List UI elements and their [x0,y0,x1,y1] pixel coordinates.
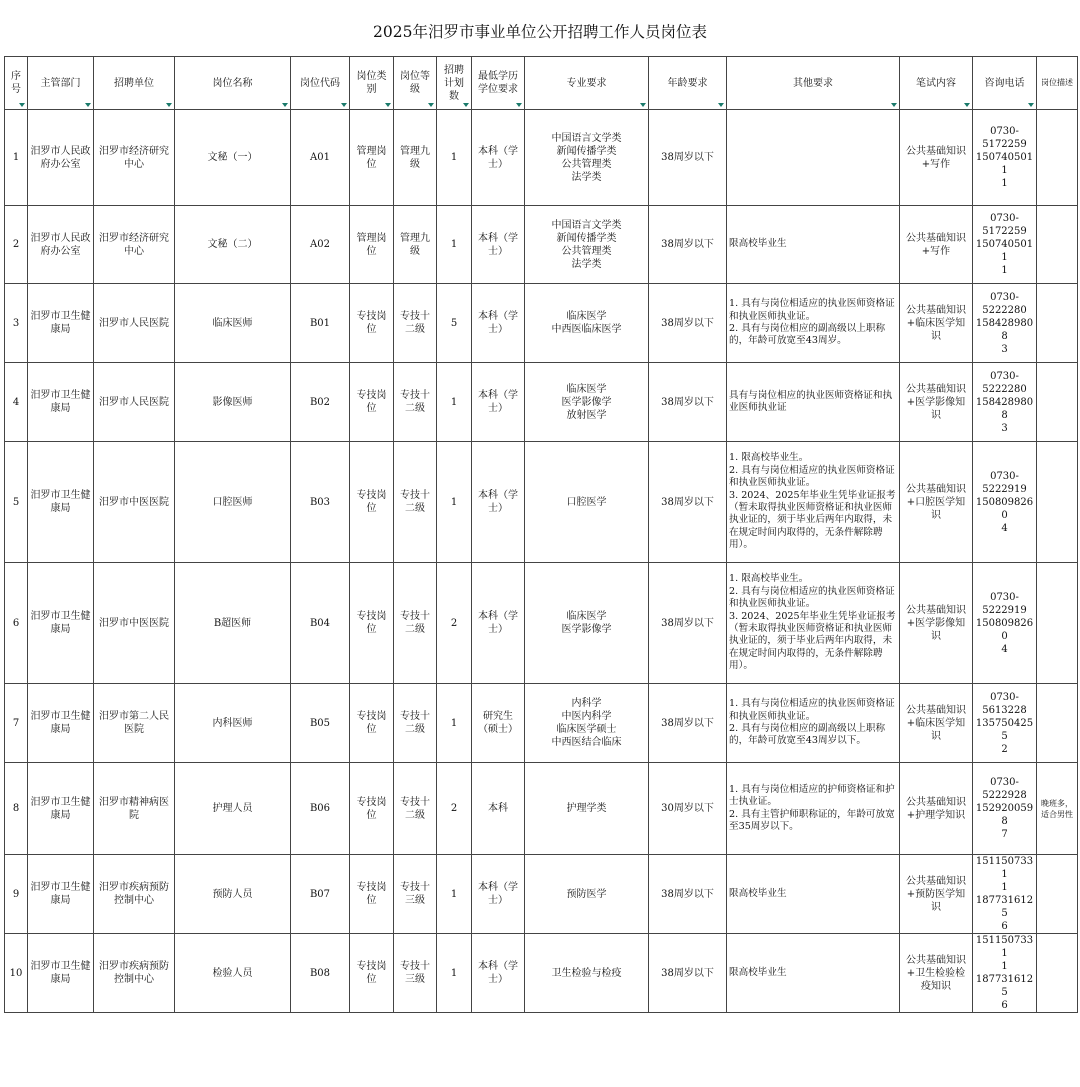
cell-no: 8 [5,763,28,855]
cell-no: 4 [5,363,28,442]
cell-grade: 专技十二级 [394,684,437,763]
cell-post: 检验人员 [175,934,291,1013]
cell-unit: 汨罗市经济研究中心 [94,206,175,284]
header-label: 招聘计划数 [444,64,464,102]
cell-desc [1037,110,1078,206]
cell-grade: 专技十二级 [394,284,437,363]
cell-edu: 本科（学士） [472,855,525,934]
table-row [5,563,1078,684]
header-label: 招聘单位 [114,77,154,89]
cell-code: B06 [291,763,350,855]
col-header-dept[interactable] [28,57,94,110]
cell-exam: 公共基础知识+预防医学知识 [900,855,973,934]
filter-dropdown-icon[interactable] [385,103,391,107]
cell-category: 专技岗位 [350,284,394,363]
cell-unit: 汨罗市中医医院 [94,563,175,684]
filter-dropdown-icon[interactable] [516,103,522,107]
cell-age: 38周岁以下 [649,206,727,284]
cell-exam: 公共基础知识+护理学知识 [900,763,973,855]
cell-major: 临床医学 中西医临床医学 [525,284,649,363]
filter-dropdown-icon[interactable] [640,103,646,107]
cell-age: 38周岁以下 [649,442,727,563]
header-label: 岗位类别 [356,71,387,95]
cell-category: 专技岗位 [350,763,394,855]
header-label: 岗位代码 [300,77,340,89]
cell-other [727,110,900,206]
col-header-edu[interactable] [472,57,525,110]
cell-other: 具有与岗位相应的执业医师资格证和执业医师执业证 [727,363,900,442]
cell-age: 38周岁以下 [649,855,727,934]
cell-age: 38周岁以下 [649,363,727,442]
cell-desc: 晚班多，适合男性 [1037,763,1078,855]
cell-category: 专技岗位 [350,684,394,763]
cell-unit: 汨罗市第二人民医院 [94,684,175,763]
cell-age: 38周岁以下 [649,563,727,684]
cell-plan: 2 [437,563,472,684]
header-row [5,57,1078,110]
cell-edu: 本科（学士） [472,284,525,363]
filter-dropdown-icon[interactable] [1028,103,1034,107]
filter-dropdown-icon[interactable] [341,103,347,107]
cell-dept: 汨罗市卫生健康局 [28,563,94,684]
cell-age: 30周岁以下 [649,763,727,855]
cell-category: 专技岗位 [350,855,394,934]
cell-phone: 1511507331 1 1877316125 6 [973,855,1037,934]
table-row [5,855,1078,934]
cell-grade: 管理九级 [394,110,437,206]
cell-plan: 1 [437,684,472,763]
header-label: 笔试内容 [916,77,956,89]
col-header-no[interactable] [5,57,28,110]
header-label: 序号 [11,71,21,95]
cell-code: B04 [291,563,350,684]
cell-phone: 0730- 5172259 1507405011 1 [973,110,1037,206]
cell-phone: 0730- 5222280 1584289808 3 [973,363,1037,442]
cell-unit: 汨罗市疾病预防控制中心 [94,934,175,1013]
cell-grade: 专技十二级 [394,763,437,855]
cell-no: 1 [5,110,28,206]
header-label: 其他要求 [793,77,833,89]
cell-other: 1. 限高校毕业生。 2. 具有与岗位相适应的执业医师资格证和执业医师执业证。 3. 2024、2025年毕业生凭毕业证报考（暂未取得执业医师资格证和执业医师执业证的，须于毕业后两年内取得，未在规定时间内取得的，无条件解除聘用）。 [727,442,900,563]
filter-dropdown-icon[interactable] [463,103,469,107]
cell-plan: 1 [437,442,472,563]
table-row [5,206,1078,284]
filter-dropdown-icon[interactable] [166,103,172,107]
header-label: 岗位描述 [1041,78,1073,87]
cell-code: A02 [291,206,350,284]
cell-unit: 汨罗市中医医院 [94,442,175,563]
cell-plan: 5 [437,284,472,363]
cell-post: B超医师 [175,563,291,684]
cell-post: 预防人员 [175,855,291,934]
col-header-plan[interactable] [437,57,472,110]
filter-dropdown-icon[interactable] [85,103,91,107]
cell-plan: 1 [437,363,472,442]
cell-unit: 汨罗市经济研究中心 [94,110,175,206]
filter-dropdown-icon[interactable] [428,103,434,107]
col-header-category[interactable] [350,57,394,110]
cell-other: 限高校毕业生 [727,206,900,284]
cell-plan: 2 [437,763,472,855]
cell-major: 内科学 中医内科学 临床医学硕士 中西医结合临床 [525,684,649,763]
cell-major: 卫生检验与检疫 [525,934,649,1013]
cell-dept: 汨罗市人民政府办公室 [28,110,94,206]
cell-unit: 汨罗市人民医院 [94,284,175,363]
header-label: 咨询电话 [984,77,1025,89]
cell-unit: 汨罗市疾病预防控制中心 [94,855,175,934]
cell-phone: 0730- 5222919 1508098260 4 [973,442,1037,563]
cell-post: 文秘（一） [175,110,291,206]
cell-edu: 本科（学士） [472,110,525,206]
cell-edu: 本科（学士） [472,206,525,284]
table-body [5,110,1078,1013]
cell-other: 1. 限高校毕业生。 2. 具有与岗位相适应的执业医师资格证和执业医师执业证。 3. 2024、2025年毕业生凭毕业证报考（暂未取得执业医师资格证和执业医师执业证的，须于毕业后两年内取得，未在规定时间内取得的，无条件解除聘用）。 [727,563,900,684]
cell-grade: 专技十三级 [394,934,437,1013]
cell-phone: 0730- 5613228 1357504255 2 [973,684,1037,763]
cell-no: 6 [5,563,28,684]
cell-no: 10 [5,934,28,1013]
cell-post: 口腔医师 [175,442,291,563]
col-header-exam[interactable] [900,57,973,110]
table-row [5,363,1078,442]
cell-edu: 本科（学士） [472,563,525,684]
cell-dept: 汨罗市人民政府办公室 [28,206,94,284]
filter-dropdown-icon[interactable] [19,103,25,107]
cell-post: 影像医师 [175,363,291,442]
col-header-age[interactable] [649,57,727,110]
header-label: 最低学历学位要求 [478,71,518,95]
col-header-major[interactable] [525,57,649,110]
cell-dept: 汨罗市卫生健康局 [28,763,94,855]
cell-code: A01 [291,110,350,206]
cell-grade: 专技十二级 [394,563,437,684]
cell-edu: 本科 [472,763,525,855]
cell-other: 限高校毕业生 [727,855,900,934]
cell-code: B05 [291,684,350,763]
cell-category: 专技岗位 [350,563,394,684]
table-row [5,684,1078,763]
cell-major: 预防医学 [525,855,649,934]
cell-desc [1037,934,1078,1013]
cell-edu: 本科（学士） [472,363,525,442]
cell-phone: 0730- 5222280 1584289808 3 [973,284,1037,363]
cell-dept: 汨罗市卫生健康局 [28,442,94,563]
cell-phone: 0730- 5172259 1507405011 1 [973,206,1037,284]
cell-unit: 汨罗市人民医院 [94,363,175,442]
cell-desc [1037,284,1078,363]
cell-edu: 本科（学士） [472,934,525,1013]
cell-code: B02 [291,363,350,442]
cell-post: 内科医师 [175,684,291,763]
cell-phone: 1511507331 1 1877316125 6 [973,934,1037,1013]
cell-desc [1037,684,1078,763]
cell-dept: 汨罗市卫生健康局 [28,934,94,1013]
cell-edu: 本科（学士） [472,442,525,563]
cell-code: B01 [291,284,350,363]
cell-desc [1037,206,1078,284]
col-header-phone[interactable] [973,57,1037,110]
table-row [5,763,1078,855]
cell-grade: 专技十三级 [394,855,437,934]
col-header-other[interactable] [727,57,900,110]
cell-no: 2 [5,206,28,284]
cell-major: 中国语言文学类 新闻传播学类 公共管理类 法学类 [525,110,649,206]
cell-category: 专技岗位 [350,934,394,1013]
cell-major: 护理学类 [525,763,649,855]
cell-exam: 公共基础知识+写作 [900,110,973,206]
cell-category: 专技岗位 [350,442,394,563]
cell-major: 临床医学 医学影像学 [525,563,649,684]
cell-post: 护理人员 [175,763,291,855]
col-header-unit[interactable] [94,57,175,110]
cell-phone: 0730- 5222919 1508098260 4 [973,563,1037,684]
job-table [4,56,1078,1013]
cell-exam: 公共基础知识+医学影像知识 [900,563,973,684]
cell-other: 1. 具有与岗位相适应的执业医师资格证和执业医师执业证。 2. 具有与岗位相应的副高级以上职称的，年龄可放宽至43周岁以下。 [727,684,900,763]
table-row [5,284,1078,363]
cell-plan: 1 [437,206,472,284]
header-label: 主管部门 [40,77,81,89]
cell-dept: 汨罗市卫生健康局 [28,855,94,934]
cell-code: B08 [291,934,350,1013]
cell-exam: 公共基础知识+临床医学知识 [900,684,973,763]
cell-no: 9 [5,855,28,934]
cell-category: 管理岗位 [350,110,394,206]
cell-category: 管理岗位 [350,206,394,284]
cell-category: 专技岗位 [350,363,394,442]
cell-desc [1037,563,1078,684]
cell-plan: 1 [437,855,472,934]
filter-dropdown-icon[interactable] [964,103,970,107]
cell-grade: 管理九级 [394,206,437,284]
cell-plan: 1 [437,110,472,206]
cell-desc [1037,442,1078,563]
filter-dropdown-icon[interactable] [282,103,288,107]
header-label: 岗位名称 [212,77,253,89]
cell-grade: 专技十二级 [394,442,437,563]
cell-dept: 汨罗市卫生健康局 [28,363,94,442]
cell-other: 1. 具有与岗位相适应的执业医师资格证和执业医师执业证。 2. 具有与岗位相应的副高级以上职称的，年龄可放宽至43周岁。 [727,284,900,363]
filter-dropdown-icon[interactable] [891,103,897,107]
cell-no: 3 [5,284,28,363]
cell-major: 中国语言文学类 新闻传播学类 公共管理类 法学类 [525,206,649,284]
cell-no: 5 [5,442,28,563]
cell-exam: 公共基础知识+口腔医学知识 [900,442,973,563]
cell-desc [1037,363,1078,442]
filter-dropdown-icon[interactable] [718,103,724,107]
table-row [5,442,1078,563]
cell-exam: 公共基础知识+医学影像知识 [900,363,973,442]
cell-exam: 公共基础知识+卫生检验检疫知识 [900,934,973,1013]
cell-code: B07 [291,855,350,934]
header-label: 专业要求 [566,77,607,89]
cell-age: 38周岁以下 [649,934,727,1013]
cell-other: 限高校毕业生 [727,934,900,1013]
cell-desc [1037,855,1078,934]
cell-phone: 0730- 5222928 1529200598 7 [973,763,1037,855]
cell-grade: 专技十二级 [394,363,437,442]
col-header-post[interactable] [175,57,291,110]
blank-area [4,1014,1077,1084]
cell-post: 文秘（二） [175,206,291,284]
page-title: 2025年汨罗市事业单位公开招聘工作人员岗位表 [373,23,707,41]
header-label: 岗位等级 [400,71,430,95]
cell-age: 38周岁以下 [649,684,727,763]
col-header-grade[interactable] [394,57,437,110]
cell-major: 口腔医学 [525,442,649,563]
cell-age: 38周岁以下 [649,110,727,206]
table-row [5,934,1078,1013]
cell-exam: 公共基础知识+写作 [900,206,973,284]
cell-edu: 研究生（硕士） [472,684,525,763]
cell-no: 7 [5,684,28,763]
cell-age: 38周岁以下 [649,284,727,363]
cell-post: 临床医师 [175,284,291,363]
cell-exam: 公共基础知识+临床医学知识 [900,284,973,363]
cell-major: 临床医学 医学影像学 放射医学 [525,363,649,442]
col-header-desc[interactable] [1037,57,1078,110]
header-label: 年龄要求 [667,77,708,89]
cell-dept: 汨罗市卫生健康局 [28,284,94,363]
cell-dept: 汨罗市卫生健康局 [28,684,94,763]
col-header-code[interactable] [291,57,350,110]
cell-unit: 汨罗市精神病医院 [94,763,175,855]
table-row [5,110,1078,206]
cell-code: B03 [291,442,350,563]
cell-plan: 1 [437,934,472,1013]
cell-other: 1. 具有与岗位相适应的护师资格证和护士执业证。 2. 具有主管护师职称证的，年龄可放宽至35周岁以下。 [727,763,900,855]
